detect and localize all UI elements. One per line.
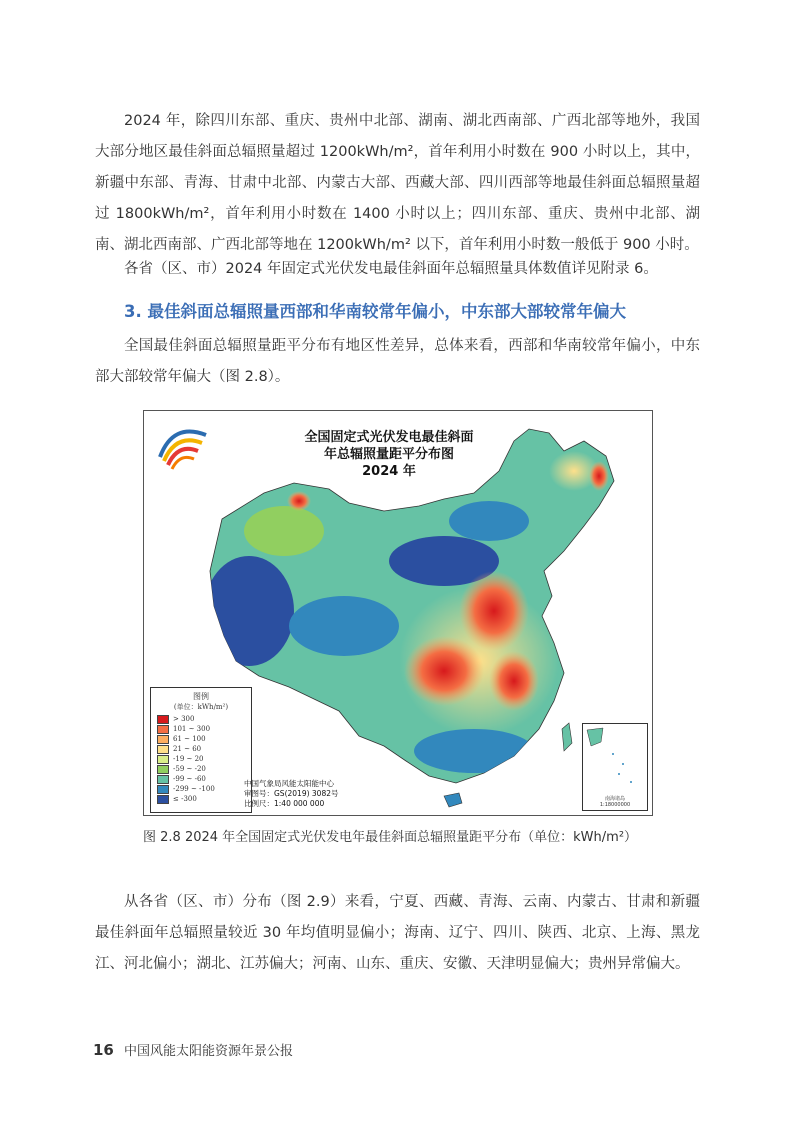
map-title — [284, 429, 494, 480]
legend-item — [151, 724, 251, 734]
legend-label: -99 ~ -60 — [173, 775, 206, 783]
map-figure — [143, 410, 653, 816]
inset-name: 南海诸岛 — [604, 796, 625, 802]
paragraph-3: 全国最佳斜面总辐照量距平分布有地区性差异，总体来看，西部和华南较常年偏小，中东部大部较常年偏大（图 2.8）。 — [95, 338, 700, 385]
xinjiang-north-mid — [244, 506, 324, 556]
credit-line1: 中国气象局风能太阳能中心 — [244, 779, 334, 788]
figure-caption: 图 2.8 2024 年全国固定式光伏发电年最佳斜面总辐照量距平分布（单位：kWh/m²） — [143, 830, 638, 845]
taiwan-island — [562, 723, 572, 751]
map-credit — [244, 779, 338, 809]
legend-label: -59 ~ -20 — [173, 765, 206, 773]
legend-label: -19 ~ 20 — [173, 755, 204, 763]
page-number: 16 — [93, 1041, 114, 1059]
legend-swatch — [157, 765, 169, 774]
legend-label: > 300 — [173, 715, 195, 723]
map-title-line1: 全国固定式光伏发电最佳斜面 — [304, 430, 474, 445]
south-low-region — [414, 729, 534, 773]
legend-swatch — [157, 725, 169, 734]
tibet-low-region — [289, 596, 399, 656]
legend-item — [151, 744, 251, 754]
legend-swatch — [157, 795, 169, 804]
legend-swatch — [157, 775, 169, 784]
legend-item — [151, 754, 251, 764]
section-heading: 3. 最佳斜面总辐照量西部和华南较常年偏小，中东部大部较常年偏大 — [124, 302, 626, 321]
inset-scale: 1:18000000 — [599, 802, 631, 808]
map-title-line2: 年总辐照量距平分布图 — [323, 447, 454, 462]
inner-mongolia-low — [449, 501, 529, 541]
west-low-region — [204, 556, 294, 666]
south-china-sea-inset — [582, 723, 648, 811]
legend-swatch — [157, 715, 169, 724]
legend-item — [151, 734, 251, 744]
legend-label: ≤ -300 — [173, 795, 197, 803]
map-title-line3: 2024 年 — [362, 464, 416, 479]
legend-item — [151, 714, 251, 724]
xinjiang-hot-spot — [287, 491, 311, 511]
inset-label — [583, 795, 647, 808]
inset-map — [583, 724, 647, 794]
legend-swatch — [157, 745, 169, 754]
footer-title: 中国风能太阳能资源年景公报 — [124, 1044, 294, 1059]
legend-item — [151, 774, 251, 784]
map-legend — [150, 687, 252, 813]
credit-line3: 比例尺：1:40 000 000 — [244, 799, 325, 808]
legend-item — [151, 764, 251, 774]
paragraph-4: 从各省（区、市）分布（图 2.9）来看，宁夏、西藏、青海、云南、内蒙古、甘肃和新疆最佳斜面年总辐照量较近 30 年均值明显偏小；海南、辽宁、四川、陕西、北京、上海、黑龙江、河北偏小；湖北、江苏偏大；河南、山东、重庆、安徽、天津明显偏大；贵州异常偏大。 — [95, 894, 700, 972]
central-hot-1 — [459, 571, 529, 651]
legend-label: -299 ~ -100 — [173, 785, 215, 793]
heilongjiang-hot — [589, 461, 609, 491]
central-hot-3 — [489, 651, 539, 711]
legend-swatch — [157, 735, 169, 744]
legend-item — [151, 794, 251, 804]
legend-title: 图例 — [193, 692, 209, 701]
paragraph-1: 2024 年，除四川东部、重庆、贵州中北部、湖南、湖北西南部、广西北部等地外，我国大部分地区最佳斜面总辐照量超过 1200kWh/m²，首年利用小时数在 900 小时以上，其中，新疆中东部、青海、甘肃中北部、内蒙古大部、西藏大部、四川西部等地最佳斜面总辐照量超过 1800kWh/m²，首年利用小时数在 1400 小时以上；四川东部、重庆、贵州中北部、湖南、湖北西南部、广西北部等地在 1200kWh/m² 以下，首年利用小时数一般低于 900 小时。 — [95, 113, 700, 253]
legend-item — [151, 784, 251, 794]
legend-swatch — [157, 785, 169, 794]
paragraph-2: 各省（区、市）2024 年固定式光伏发电最佳斜面年总辐照量具体数值详见附录 6。 — [124, 261, 658, 277]
credit-line2: 审图号：GS(2019) 3082号 — [244, 789, 339, 798]
logo — [160, 431, 206, 469]
page-footer — [93, 1040, 293, 1059]
legend-label: 61 ~ 100 — [173, 735, 206, 743]
legend-label: 21 ~ 60 — [173, 745, 202, 753]
hainan-island — [444, 793, 462, 807]
central-hot-2 — [404, 636, 484, 706]
legend-label: 101 ~ 300 — [173, 725, 211, 733]
legend-swatch — [157, 755, 169, 764]
legend-unit: (单位：kWh/m²) — [173, 703, 229, 711]
